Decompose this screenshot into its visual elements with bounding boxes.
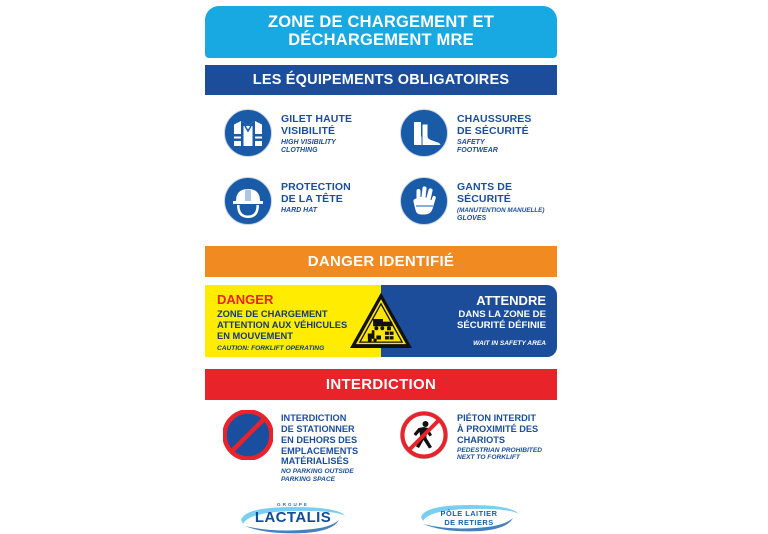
ppe-item-vest xyxy=(205,104,381,172)
prohibition-item-no-pedestrian xyxy=(381,410,557,484)
proh-en-line2: NEXT TO FORKLIFT xyxy=(457,454,520,462)
ppe-fr-line2: DE SÉCURITÉ xyxy=(457,124,529,137)
proh-en-line2: PARKING SPACE xyxy=(281,476,335,484)
pole-laitier-logo xyxy=(413,501,525,533)
attendre-english: WAIT IN SAFETY AREA xyxy=(473,339,546,347)
danger-body-line1: ZONE DE CHARGEMENT xyxy=(217,308,328,319)
proh-fr-line1: INTERDICTION xyxy=(281,412,347,423)
ppe-fr-line1: GILET HAUTE xyxy=(281,112,353,125)
no-pedestrian-icon xyxy=(399,410,449,460)
ppe-en-line1: GLOVES xyxy=(457,215,487,223)
hard-hat-icon xyxy=(223,176,273,226)
ppe-item-boots xyxy=(381,104,557,172)
danger-heading: DANGER xyxy=(217,291,274,307)
danger-body-line2: ATTENTION AUX VÉHICULES xyxy=(217,319,348,330)
ppe-fr-line1: CHAUSSURES xyxy=(457,112,532,125)
danger-row xyxy=(205,285,557,357)
safety-boots-icon xyxy=(399,108,449,158)
danger-body-line3: EN MOUVEMENT xyxy=(217,330,293,341)
pole-logo-line2: DE RETIERS xyxy=(444,518,494,528)
ppe-item-hard-hat xyxy=(205,172,381,240)
ppe-en-line1: SAFETY xyxy=(457,138,485,146)
attendre-body-line2: SÉCURITÉ DÉFINIE xyxy=(456,320,546,332)
title-line-1: ZONE DE CHARGEMENT ET xyxy=(267,13,495,31)
ppe-label-en xyxy=(281,207,351,215)
ppe-label-group xyxy=(457,176,544,224)
logo-cell-lactalis xyxy=(205,500,381,534)
ppe-label-fr xyxy=(457,114,532,138)
ppe-en-line2: FOOTWEAR xyxy=(457,147,498,155)
proh-en-line1: NO PARKING OUTSIDE xyxy=(281,468,354,476)
ppe-grid xyxy=(205,104,557,240)
prohibition-label-fr xyxy=(281,413,358,467)
proh-fr-line2: À PROXIMITÉ DES xyxy=(457,423,539,434)
ppe-label-fr xyxy=(281,114,352,138)
ppe-fr-line2: VISIBILITÉ xyxy=(281,124,336,137)
safety-vest-icon xyxy=(223,108,273,158)
logo-row xyxy=(205,500,557,534)
proh-fr-line4: EMPLACEMENTS xyxy=(281,445,359,456)
ppe-item-gloves xyxy=(381,172,557,240)
attendre-body-line1: DANS LA ZONE DE xyxy=(458,308,546,320)
ppe-label-group xyxy=(281,176,351,215)
ppe-en-line2: CLOTHING xyxy=(281,147,318,155)
ppe-label-en xyxy=(457,139,532,156)
no-parking-icon xyxy=(223,410,273,460)
lactalis-logo xyxy=(235,500,351,534)
prohibition-label-en xyxy=(281,468,358,484)
ppe-fr-line2: DE LA TÊTE xyxy=(281,192,343,205)
proh-fr-line5: MATÉRIALISÉS xyxy=(281,456,349,467)
page-title xyxy=(205,6,557,58)
ppe-label-group xyxy=(281,108,352,156)
safety-poster xyxy=(205,6,557,528)
ppe-label-fr xyxy=(457,182,544,206)
ppe-label-en xyxy=(281,139,352,156)
prohibition-item-no-parking xyxy=(205,410,381,484)
prohibition-grid xyxy=(205,410,557,484)
ppe-fr-line1: GANTS DE xyxy=(457,180,513,193)
ppe-note: (MANUTENTION MANUELLE) xyxy=(457,206,545,214)
forklift-truck-warning-triangle-icon xyxy=(348,290,414,352)
ppe-section-banner: LES ÉQUIPEMENTS OBLIGATOIRES xyxy=(205,65,557,95)
prohibition-label-group xyxy=(281,410,358,484)
safety-gloves-icon xyxy=(399,176,449,226)
prohibition-label-en xyxy=(457,447,542,463)
proh-fr-line3: CHARIOTS xyxy=(457,434,505,445)
pole-logo-line1: PÔLE LAITIER xyxy=(440,509,498,519)
prohibition-label-fr xyxy=(457,413,542,446)
danger-english: CAUTION: FORKLIFT OPERATING xyxy=(217,345,325,353)
attendre-heading: ATTENDRE xyxy=(476,292,546,308)
logo-cell-pole xyxy=(381,500,557,534)
ppe-fr-line2: SÉCURITÉ xyxy=(457,192,511,205)
ppe-label-en xyxy=(457,215,544,223)
ppe-label-fr xyxy=(281,182,351,206)
prohibition-section-banner: INTERDICTION xyxy=(205,369,557,400)
lactalis-logo-name: LACTALIS xyxy=(254,509,332,527)
danger-section-banner: DANGER IDENTIFIÉ xyxy=(205,246,557,277)
prohibition-label-group xyxy=(457,410,542,462)
proh-fr-line3: EN DEHORS DES xyxy=(281,434,358,445)
ppe-label-group xyxy=(457,108,532,156)
proh-fr-line1: PIÉTON INTERDIT xyxy=(457,412,536,423)
ppe-en-line1: HARD HAT xyxy=(281,206,318,214)
lactalis-logo-top: GROUPE xyxy=(277,502,309,508)
title-line-2: DÉCHARGEMENT MRE xyxy=(288,31,474,50)
ppe-fr-line1: PROTECTION xyxy=(281,180,351,193)
ppe-en-line1: HIGH VISIBILITY xyxy=(281,138,336,146)
proh-en-line1: PEDESTRIAN PROHIBITED xyxy=(457,446,542,454)
proh-fr-line2: DE STATIONNER xyxy=(281,423,355,434)
